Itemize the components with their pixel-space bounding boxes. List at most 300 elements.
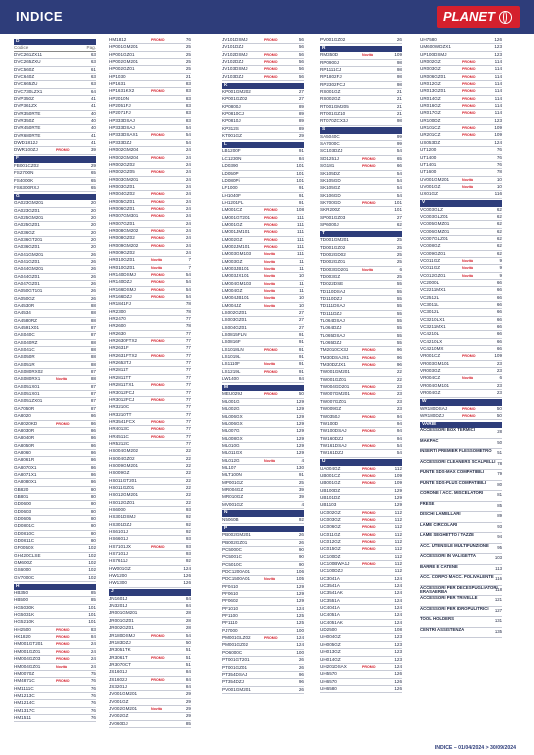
category-name: CORONE / ACC. MISCELATORI [420,490,484,496]
page-number: 27 [298,89,304,95]
index-row [320,82,402,89]
page-number: 93 [185,536,191,542]
index-row [420,383,502,390]
index-row [14,178,96,185]
product-code: JS3201J [109,683,127,689]
index-row [14,103,96,110]
page-number: 101 [394,207,402,213]
page-number: 76 [90,692,96,698]
page-number: 11 [299,258,304,264]
badge: Novità [462,184,473,189]
badge: PROMO [151,339,165,344]
product-code: GA8080X1 [14,479,37,485]
index-row [320,480,402,487]
page-number: 63 [90,59,96,65]
index-row [320,141,402,148]
product-code: GAS051X01 [14,383,40,389]
page-number: 109 [394,472,402,478]
product-code: HR002GM204 [109,154,139,160]
page-number: 91 [298,332,304,338]
page-number: 51 [185,654,191,660]
category-name: INSERTI PREMIER FLESSOMETRO [420,448,492,454]
page-number: 129 [296,398,304,404]
index-row [109,669,191,676]
badge: PROMO [151,133,165,138]
page-number: 24 [185,249,191,255]
index-row [320,649,402,656]
product-code: VC003GLZ [420,206,443,212]
page-number: 105 [296,576,304,582]
page-number: 89 [298,111,304,117]
product-code: UA004GZ [320,465,341,471]
page-number: 66 [496,302,502,308]
product-code: VR004GM101 [420,382,450,388]
page-number: 135 [494,628,502,634]
badge: PROMO [462,74,476,79]
index-row [320,488,402,495]
page-number: 112 [394,516,402,522]
page-number: 77 [185,338,191,344]
product-code: PM001GLZ02 [222,635,251,641]
page-number: 4 [301,457,304,463]
product-code: HR003GM201 [109,176,139,182]
product-code: LS004GZ01 [222,324,247,330]
product-code: HR2811T [109,367,129,373]
index-row [109,301,191,308]
index-row [14,567,96,574]
index-row [109,662,191,669]
product-code: GA050GT101 [14,288,43,294]
page-number: 88 [90,354,96,360]
page-number: 83 [185,81,191,87]
page-number: 23 [496,382,502,388]
index-row [320,539,402,546]
badge: Novità [151,265,162,270]
section-letter: D [14,39,96,46]
badge: PROMO [151,228,165,233]
page-number: 66 [496,294,502,300]
page-number: 23 [496,360,502,366]
index-row [222,66,304,73]
product-code: JV103DZJ [222,73,244,79]
index-row [222,222,304,229]
badge: PROMO [56,649,70,654]
page-number: 76 [496,147,502,153]
index-row [320,517,402,524]
page-number: 129 [394,494,402,500]
product-code: HR002GM204 [109,147,139,153]
page-number: 124 [394,619,402,625]
product-code: HB500 [14,597,29,603]
page-number: 86 [90,420,96,426]
index-row [222,96,304,103]
badge: PROMO [151,419,165,424]
index-row [14,303,96,310]
page-number: 78 [185,301,191,307]
page-number: 92 [185,514,191,520]
index-row [14,347,96,354]
index-row [14,281,96,288]
product-code: LS0815FLN [222,332,247,338]
page-number: 26 [90,266,96,272]
page-number: 41 [90,140,96,146]
page-number: 81 [497,492,502,498]
index-row [14,509,96,516]
product-code: RM350D [320,52,339,58]
badge: PROMO [56,679,70,684]
index-row [222,310,304,317]
page-number: 26 [90,280,96,286]
index-row [109,463,191,470]
product-code: HR005GZ01 [109,198,135,204]
index-row [14,332,96,339]
index-row [222,480,304,487]
index-row [14,686,96,693]
product-code: UR006GZ01 [420,73,446,79]
index-row [14,185,96,192]
page-number: 101 [296,177,304,183]
badge: PROMO [362,355,376,360]
index-row [14,369,96,376]
page-number: 22 [185,462,191,468]
index-row [320,193,402,200]
index-row [420,353,502,360]
index-row [320,111,402,118]
page-number: 123 [494,44,502,50]
product-code: LD050P [222,170,239,176]
index-row [420,52,502,59]
badge: PROMO [462,406,476,411]
index-row [420,66,502,73]
index-row [420,265,502,272]
index-row [420,287,502,294]
page-number: 62 [496,221,502,227]
page-number: 94 [396,435,402,441]
product-code: HR4511C [109,433,129,439]
index-row [14,215,96,222]
index-row [109,375,191,382]
badge: PROMO [151,155,165,160]
page-number: 101 [88,619,96,625]
product-code: VC007GLZ01 [420,235,449,241]
badge: PROMO [462,82,476,87]
product-code: SKR200Z [320,207,340,213]
page-number: 109 [494,353,502,359]
page-number: 112 [394,553,402,559]
product-code: HW001GZ [109,565,131,571]
product-code: GA041GM201 [14,251,44,257]
page-number: 88 [90,361,96,367]
product-code: UC4051AK [320,619,343,625]
index-row [320,200,402,207]
page-number: 86 [90,435,96,441]
index-row [420,406,502,413]
index-row [420,302,502,309]
page-number: 24 [185,169,191,175]
index-column [222,37,304,694]
page-number: 77 [185,433,191,439]
index-row [109,618,191,625]
product-code: ML001G [222,398,240,404]
product-code: LW1400 [222,376,239,382]
product-code: MEU029J [222,391,243,397]
page-number: 56 [298,73,304,79]
badge: Novità [264,577,275,582]
page-number: 50 [496,412,502,418]
product-code: TW007GM201 [320,391,350,397]
index-row [222,569,304,576]
category-row [420,628,502,639]
page-number: 124 [296,605,304,611]
page-number: 111 [297,221,304,227]
page-number: 25 [396,237,402,243]
product-code: HR3210C [109,404,130,410]
page-number: 112 [394,531,402,537]
index-row [320,466,402,473]
index-row [14,641,96,648]
product-code: JR002GZ01 [109,625,134,631]
index-row [420,413,502,420]
page-number: 21 [396,89,402,95]
product-code: N5060B [222,516,239,522]
index-row [14,575,96,582]
product-code: LM002JM101 [222,243,250,249]
page-number: 54 [185,139,191,145]
badge: PROMO [56,657,70,662]
product-code: UR014GZ [420,95,441,101]
section-letter: L [222,142,304,149]
page-number: 84 [185,595,191,601]
index-row [320,399,402,406]
page-number: 54 [185,632,191,638]
index-row [14,538,96,545]
index-row [14,708,96,715]
badge: PROMO [362,429,376,434]
product-code: ML107 [222,464,237,470]
index-row [109,514,191,521]
index-row [222,74,304,81]
category-name: ACCESSORI PER IDROPULITRICI [420,605,489,611]
product-code: GH420CLSE [14,552,41,558]
page-number: 54 [396,192,402,198]
page-number: 65 [396,155,402,161]
index-row [14,435,96,442]
product-code: GA044GM201 [14,266,44,272]
index-row [320,118,402,125]
badge: PROMO [462,126,476,131]
page-number: 108 [394,627,402,633]
index-row [109,44,191,51]
page-number: 124 [394,583,402,589]
index-row [109,390,191,397]
page-number: 126 [394,671,402,677]
product-code: JV060DJ [109,720,128,726]
section-letter: T [320,231,402,238]
product-code: VC3210LX1 [420,316,445,322]
product-code: GA4530R [14,303,35,308]
product-code: HS009GM201 [109,462,139,468]
page-number: 50 [497,439,502,445]
page-number: 88 [90,310,96,316]
index-row [222,657,304,664]
page-number: 106 [296,569,304,575]
product-code: LM003JB101 [222,265,250,271]
index-row [109,713,191,720]
page-number: 28 [185,617,191,623]
page-number: 84 [185,669,191,675]
page-number: 63 [90,52,96,57]
page-number: 54 [396,148,402,154]
product-code: UC3541A [320,583,340,589]
page-number: 86 [90,457,96,463]
product-code: DVC265ZXU [14,59,41,65]
product-code: GD0603 [14,508,32,514]
category-name: DISCHI LAMELLARI [420,511,461,517]
page-number: 26 [90,295,96,301]
product-code: LS1110F [222,361,240,367]
product-code: HR2631FTX2 [109,352,138,358]
page-number: 80 [90,508,96,514]
product-code: HR009GZ02 [109,249,135,255]
index-row [109,191,191,198]
page-number: 124 [394,663,402,669]
page-number: 24 [185,242,191,248]
page-number: 109 [494,132,502,138]
category-name: TOOL HOLDERS [420,616,454,622]
product-code: UR013GZ01 [420,88,446,94]
product-code: HR3012FCJ [109,396,135,402]
page-number: 91 [298,361,304,367]
product-code: VC4210L [420,331,440,337]
index-row [222,193,304,200]
page-number: 98 [396,74,402,80]
product-code: DWR100ZJ [14,147,38,153]
page-number: 55 [396,296,402,301]
page-number: 95 [497,544,502,550]
index-row [222,628,304,635]
product-code: GA044GZ01 [14,273,40,279]
product-code: JV002GM201 [109,705,138,711]
product-code: MV001GZ [222,501,243,507]
page-number: 111 [297,251,304,257]
product-code: TD003GZ [320,273,341,279]
index-row [222,325,304,332]
page-number: 86 [90,471,96,477]
section-letter: R [320,46,402,53]
index-row [320,215,402,222]
index-row [14,89,96,96]
index-row [420,81,502,88]
product-code: GF0050X [14,545,34,551]
index-row [320,245,402,252]
product-code: PF0410 [222,583,239,589]
page-number: 22 [185,448,191,454]
product-code: HM1812 [109,37,127,42]
index-row [222,59,304,66]
index-row [222,52,304,59]
page-number: 77 [185,330,191,336]
index-row [109,544,191,551]
badge: PROMO [264,60,278,65]
product-code: HP333DSAX1 [109,132,139,138]
product-code: PC5000C [222,547,242,552]
index-row [109,522,191,529]
page-number: 85 [90,590,96,596]
product-code: LM002GZ [222,236,243,242]
product-code: LM003GM103 [222,251,252,257]
product-code: PT001GZ01 [222,664,248,670]
index-row [420,361,502,368]
page-number: 78 [185,323,191,329]
index-row [14,627,96,634]
product-code: HG5031K [14,612,35,618]
product-code: HR2470 [109,316,126,322]
page-number: 86 [90,427,96,433]
page-number: 116 [494,191,502,197]
product-code: HR010GZ01 [109,257,135,263]
product-code: GA4534 [14,310,31,316]
index-row [320,222,402,229]
section-letter: U [320,459,402,466]
page-number: 87 [90,325,96,331]
product-code: GA036GZ01 [14,244,40,250]
product-code: DVC261ZX11 [14,52,43,57]
page-number: 7 [188,264,191,270]
index-row [109,331,191,338]
product-code: UH004GZ [320,634,341,640]
page-number: 83 [185,88,191,94]
index-row [109,88,191,95]
index-row [14,266,96,273]
index-row [222,104,304,111]
index-row [320,252,402,259]
category-name: ACCESSORI PER DECESPUGLIATORI ERASAERBA [420,584,498,595]
category-name: MAKPAC [420,437,439,443]
product-code: TW160DZJ [320,435,344,441]
product-code: GA4580RZ [14,317,37,323]
product-code: UH013GZ [320,649,341,655]
page-number: 24 [185,227,191,233]
page-number: 65 [90,184,96,190]
product-code: TW161DSAJ [320,442,347,448]
badge: Novità [462,376,473,381]
index-row [109,169,191,176]
product-code: HS004GZ02 [109,455,135,461]
product-code: US053DZ [420,139,441,145]
page-number: 39 [298,486,304,492]
page-number: 92 [298,516,304,522]
product-code: LM001JM101 [222,229,250,235]
badge: PROMO [462,104,476,109]
product-code: JV102DZJ [222,59,244,65]
page-number: 11 [299,288,304,293]
product-code: LB1200F [222,148,241,154]
index-row [222,576,304,583]
product-code: HP1030 [109,73,126,79]
product-code: VC008GZ [420,243,441,249]
product-code: GA025GM201 [14,214,44,220]
page-number: 4 [301,501,304,507]
index-row [320,679,402,686]
product-code: HM1214C [14,700,35,706]
badge: PROMO [151,273,165,277]
product-code: ML007G [222,428,240,434]
page-number: 40 [90,118,96,124]
index-row [222,562,304,569]
index-row [420,207,502,214]
index-row [320,185,402,192]
page-number: 24 [185,205,191,211]
